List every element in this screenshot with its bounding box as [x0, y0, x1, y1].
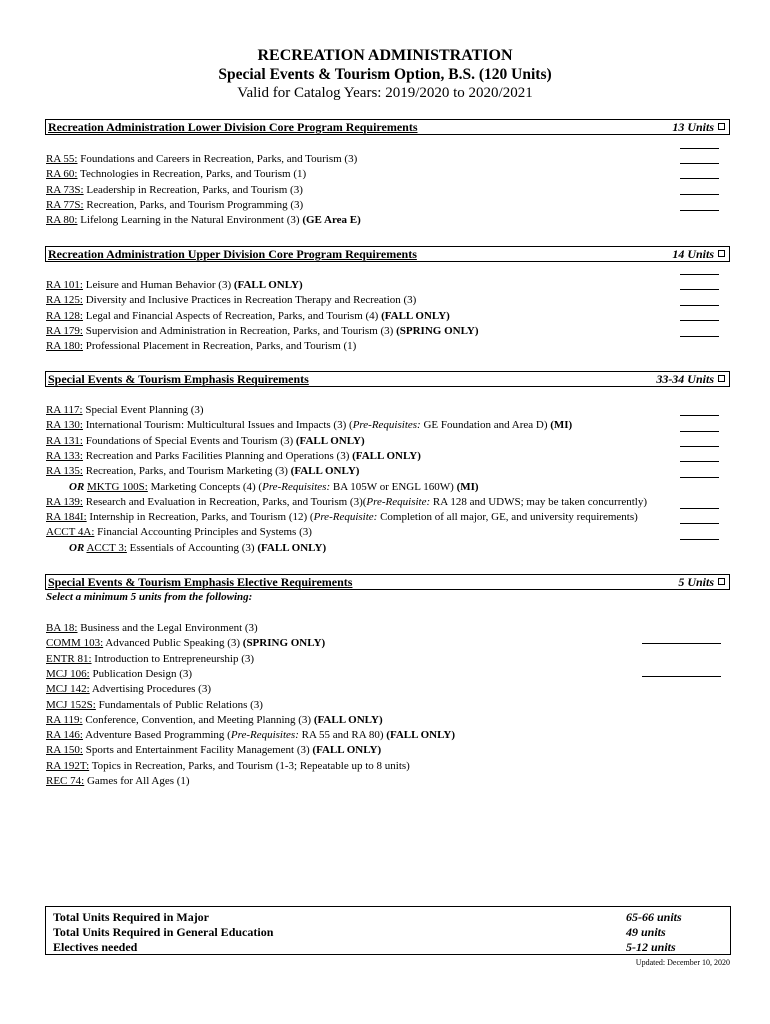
course-code: RA 55:: [46, 153, 78, 165]
course-title: Special Event Planning (3): [82, 404, 204, 416]
course-code: MCJ 142:: [46, 683, 90, 696]
course-code: RA 139:: [46, 495, 83, 508]
course-title: Financial Accounting Principles and Systems (3): [94, 526, 312, 539]
total-major-label: Total Units Required in Major: [53, 910, 210, 924]
course-title: Introduction to Entrepreneurship (3): [91, 652, 255, 665]
course-code: ACCT 3:: [86, 541, 127, 554]
prerequisite-label: Pre-Requisites:: [230, 729, 299, 742]
total-major-value: 65-66 units: [626, 910, 682, 924]
course-line: [46, 525, 312, 539]
course-title: Fundamentals of Public Relations (3): [95, 698, 263, 711]
course-line: [46, 278, 303, 292]
course-code: RA 131:: [46, 434, 83, 447]
checkoff-blank[interactable]: [680, 178, 719, 179]
checkbox-icon[interactable]: [718, 250, 725, 257]
course-line: [46, 621, 258, 635]
course-code: RA 146:: [46, 729, 83, 742]
or-label: OR: [69, 480, 85, 493]
course-code: RA 133:: [46, 449, 83, 462]
course-code: ENTR 81:: [46, 652, 92, 665]
course-title: Lifelong Learning in the Natural Environment (3): [77, 214, 303, 227]
course-title: Advertising Procedures (3): [89, 683, 211, 696]
course-title: Marketing Concepts (4) (: [147, 480, 263, 493]
course-title: Recreation, Parks, and Tourism Marketing (3): [82, 465, 291, 478]
course-title: Diversity and Inclusive Practices in Recreation Therapy and Recreation (3): [82, 294, 417, 307]
course-title: Sports and Entertainment Facility Management (3): [82, 744, 313, 757]
course-code: RA 77S:: [46, 198, 84, 211]
course-title: Essentials of Accounting (3): [126, 541, 258, 554]
course-note: BA 105W or ENGL 160W): [330, 480, 457, 493]
course-code: RA 125:: [46, 294, 83, 307]
course-code: MCJ 106:: [46, 667, 90, 680]
course-line: [69, 480, 479, 494]
total-ge-label: Total Units Required in General Education: [53, 925, 274, 939]
course-title: Business and the Legal Environment (3): [77, 622, 258, 634]
course-line: [46, 743, 381, 757]
section-units: 14 Units: [672, 247, 725, 261]
course-title: Professional Placement in Recreation, Parks, and Tourism (1): [82, 340, 357, 353]
course-tag: (FALL ONLY): [313, 713, 383, 726]
or-label: OR: [69, 541, 85, 554]
prerequisite-label: Pre-Requisites:: [262, 480, 331, 493]
course-tag: (GE Area E): [302, 214, 361, 227]
course-title: Topics in Recreation, Parks, and Tourism (1-3; Repeatable up to 8 units): [89, 759, 410, 772]
course-tag: (FALL ONLY): [386, 729, 456, 742]
checkbox-icon[interactable]: [718, 123, 725, 130]
elective-instructions: Select a minimum 5 units from the following:: [46, 591, 253, 603]
course-line: [46, 759, 410, 773]
section-title: Recreation Administration Upper Division Core Program Requirements: [48, 247, 417, 261]
course-code: RA 128:: [46, 309, 83, 322]
course-title: Games for All Ages (1): [84, 775, 190, 787]
course-title: Foundations and Careers in Recreation, Parks, and Tourism (3): [77, 153, 358, 165]
course-code: RA 73S:: [46, 183, 84, 196]
course-tag: (SPRING ONLY): [242, 637, 326, 650]
checkoff-blank[interactable]: [680, 508, 719, 509]
checkoff-blank[interactable]: [680, 446, 719, 447]
checkoff-blank[interactable]: [680, 523, 719, 524]
checkoff-blank[interactable]: [680, 305, 719, 306]
course-code: RA 135:: [46, 465, 83, 478]
section-title: Recreation Administration Lower Division Core Program Requirements: [48, 120, 418, 134]
course-line: [46, 713, 383, 727]
electives-needed-label: Electives needed: [53, 940, 138, 954]
course-title: Leadership in Recreation, Parks, and Tourism (3): [83, 183, 303, 196]
course-note: RA 128 and UDWS; may be taken concurrently): [430, 495, 648, 508]
course-title: Research and Evaluation in Recreation, Parks, and Tourism (3)(: [82, 495, 367, 508]
course-line: [46, 293, 416, 307]
course-line: [46, 636, 325, 650]
section-title: Special Events & Tourism Emphasis Requirements: [48, 372, 309, 386]
checkoff-blank[interactable]: [680, 289, 719, 290]
course-line: [46, 198, 303, 212]
course-line: [46, 510, 638, 524]
course-tag: (FALL ONLY): [233, 279, 303, 291]
checkoff-blank[interactable]: [680, 148, 719, 149]
checkbox-icon[interactable]: [718, 375, 725, 382]
course-tag: (MI): [550, 419, 573, 432]
course-code: RA 184I:: [46, 511, 87, 524]
checkoff-blank[interactable]: [680, 194, 719, 195]
course-title: Leisure and Human Behavior (3): [82, 279, 234, 291]
course-title: Technologies in Recreation, Parks, and Tourism (1): [77, 168, 307, 181]
course-code: RA 119:: [46, 713, 83, 726]
course-note: GE Foundation and Area D): [420, 419, 551, 432]
checkoff-blank[interactable]: [680, 415, 719, 416]
section-header-electives: [45, 574, 730, 590]
course-line: [46, 309, 450, 323]
course-title: Recreation, Parks, and Tourism Programming (3): [83, 198, 304, 211]
course-line: [46, 167, 306, 181]
course-code: RA 179:: [46, 324, 83, 337]
course-code: RA 60:: [46, 168, 78, 181]
course-line: [46, 667, 192, 681]
section-units: 33-34 Units: [656, 372, 725, 386]
course-line: [46, 183, 303, 197]
total-ge-value: 49 units: [626, 925, 666, 939]
course-line: [46, 495, 647, 509]
section-units: 5 Units: [678, 575, 725, 589]
course-tag: (FALL ONLY): [257, 541, 327, 554]
course-line: [46, 464, 359, 478]
course-tag: (FALL ONLY): [290, 465, 360, 478]
course-tag: (FALL ONLY): [352, 449, 421, 462]
course-code: RA 180:: [46, 340, 83, 353]
course-line: [46, 403, 204, 417]
section-header-upper-division: [45, 246, 730, 262]
course-line: [46, 728, 455, 742]
checkoff-blank[interactable]: [680, 539, 719, 540]
checkoff-blank[interactable]: [680, 336, 719, 337]
course-line: [46, 652, 254, 666]
course-title: Recreation and Parks Facilities Planning and Operations (3): [82, 449, 353, 462]
course-line: [46, 449, 421, 463]
checkoff-blank[interactable]: [680, 163, 719, 164]
course-code: COMM 103:: [46, 637, 104, 650]
checkoff-blank[interactable]: [680, 210, 719, 211]
course-title: Legal and Financial Aspects of Recreation, Parks, and Tourism (4): [82, 309, 382, 322]
course-code: RA 101:: [46, 279, 83, 291]
electives-needed-value: 5-12 units: [626, 940, 676, 954]
section-header-emphasis: [45, 371, 730, 387]
course-line: [46, 698, 263, 712]
checkoff-blank[interactable]: [680, 461, 719, 462]
course-title: Foundations of Special Events and Tourism (3): [82, 434, 296, 447]
checkoff-blank[interactable]: [680, 320, 719, 321]
course-code: MCJ 152S:: [46, 698, 96, 711]
course-note: RA 55 and RA 80): [298, 729, 387, 742]
checkoff-blank[interactable]: [642, 643, 721, 644]
checkbox-icon[interactable]: [718, 578, 725, 585]
course-code: RA 130:: [46, 419, 83, 432]
course-code: RA 80:: [46, 214, 78, 227]
course-code: REC 74:: [46, 775, 85, 787]
checkoff-blank[interactable]: [680, 477, 719, 478]
course-code: RA 192T:: [46, 759, 90, 772]
course-code: BA 18:: [46, 622, 78, 634]
course-tag: (SPRING ONLY): [396, 324, 479, 337]
course-line: [46, 418, 572, 432]
course-title: Adventure Based Programming (: [82, 729, 231, 742]
course-line: [46, 434, 365, 448]
course-title: International Tourism: Multicultural Issues and Impacts (3) (: [82, 419, 353, 432]
course-line: [46, 339, 356, 353]
checkoff-blank[interactable]: [680, 274, 719, 275]
course-title: Supervision and Administration in Recreation, Parks, and Tourism (3): [82, 324, 397, 337]
program-subtitle: Special Events & Tourism Option, B.S. (120 Units): [218, 66, 552, 83]
prerequisite-label: Pre-Requisite:: [313, 511, 378, 524]
course-line: [46, 152, 357, 166]
course-title: Conference, Convention, and Meeting Planning (3): [82, 713, 314, 726]
checkoff-blank[interactable]: [680, 431, 719, 432]
course-note: Completion of all major, GE, and university requirements): [377, 511, 638, 524]
course-code: MKTG 100S:: [87, 480, 148, 493]
course-title: Advanced Public Speaking (3): [103, 637, 243, 650]
course-tag: (FALL ONLY): [295, 434, 365, 447]
course-tag: (FALL ONLY): [312, 744, 382, 757]
course-line: [46, 324, 479, 338]
course-line: [46, 682, 211, 696]
course-line: [46, 774, 190, 788]
course-title: Publication Design (3): [89, 667, 193, 680]
course-line: [69, 541, 326, 555]
section-header-lower-division: [45, 119, 730, 135]
course-code: RA 117:: [46, 404, 83, 416]
prerequisite-label: Pre-Requisites:: [352, 419, 421, 432]
course-code: ACCT 4A:: [46, 526, 95, 539]
updated-date: Updated: December 10, 2020: [635, 958, 730, 967]
course-title: Internship in Recreation, Parks, and Tourism (12) (: [86, 511, 314, 524]
course-tag: (MI): [456, 480, 479, 493]
prerequisite-label: Pre-Requisite:: [366, 495, 431, 508]
course-tag: (FALL ONLY): [381, 309, 450, 322]
course-line: [46, 213, 361, 227]
course-code: RA 150:: [46, 744, 83, 757]
section-units: 13 Units: [672, 120, 725, 134]
document-title: RECREATION ADMINISTRATION: [257, 47, 513, 64]
totals-box: [45, 906, 731, 955]
catalog-years: Valid for Catalog Years: 2019/2020 to 2020/2021: [237, 85, 533, 101]
section-title: Special Events & Tourism Emphasis Elective Requirements: [48, 575, 353, 589]
checkoff-blank[interactable]: [642, 676, 721, 677]
